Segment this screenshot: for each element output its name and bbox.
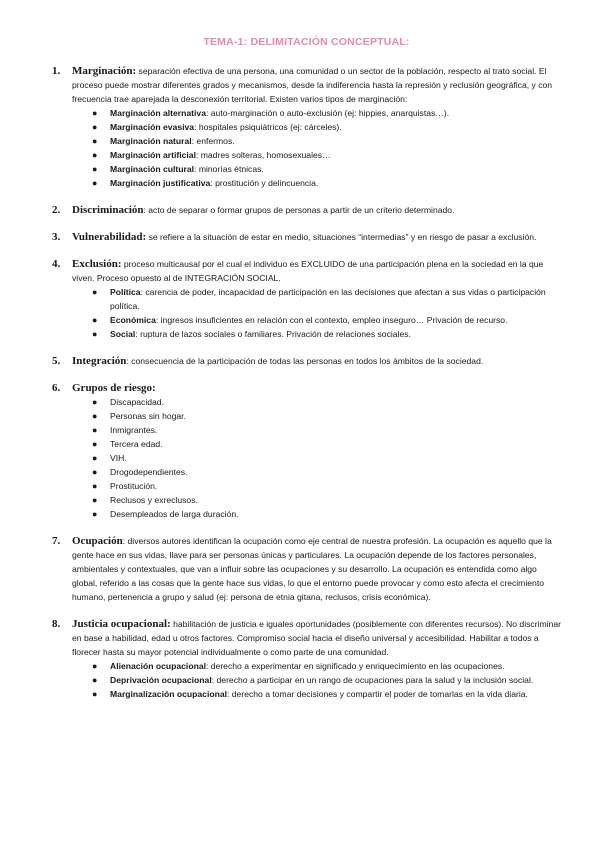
bullet-item [92, 148, 561, 162]
bullet-item [92, 687, 561, 701]
bullet-label: Marginación natural [110, 136, 192, 146]
entry-number: 8. [52, 618, 61, 630]
entry-paragraph [72, 617, 561, 659]
bullet-icon: ● [92, 411, 98, 421]
bullet-item [92, 313, 561, 327]
bullet-icon: ● [92, 315, 98, 325]
entry-paragraph [72, 230, 561, 244]
bullet-icon: ● [92, 509, 98, 519]
bullet-item [92, 451, 561, 465]
bullet-item [92, 437, 561, 451]
bullet-item [92, 176, 561, 190]
entry-definition: proceso multicausal por el cual el individuo es EXCLUIDO de una participación plena en la sociedad en la que viven. Proceso opuesto al de INTEGRACIÓN SOCIAL. [72, 259, 544, 283]
bullet-text: Desempleados de larga duración. [110, 509, 239, 519]
entry-body [52, 534, 561, 604]
entry-number: 5. [52, 355, 61, 367]
bullet-text: Drogodependientes. [110, 467, 188, 477]
bullet-icon: ● [92, 108, 98, 118]
bullet-list [72, 106, 561, 190]
entry-body [52, 64, 561, 190]
entry-number: 2. [52, 204, 61, 216]
bullet-text: : derecho a tomar decisiones y compartir el poder de tomarlas en la vida diaria. [227, 689, 528, 699]
entry-paragraph [72, 203, 561, 217]
entry-definition: habilitación de justicia e iguales oportunidades (posiblemente con diferentes recursos). No discriminar en base a habilidad, edad u otros factores. Compromiso social hacia el diseño universal y accesibilidad. Habilitar a todos a florecer hasta su mayor potencial individualmente o como parte de una comunidad. [72, 619, 561, 657]
entry-body [52, 617, 561, 701]
entry-term: Exclusión: [72, 258, 122, 270]
entry-number: 3. [52, 231, 61, 243]
definition-entry [52, 230, 561, 244]
bullet-icon: ● [92, 439, 98, 449]
bullet-text: Tercera edad. [110, 439, 163, 449]
entry-term: Ocupación [72, 535, 123, 547]
bullet-item [92, 285, 561, 313]
bullet-label: Marginación artificial [110, 150, 196, 160]
bullet-item [92, 659, 561, 673]
bullet-text: : carencia de poder, incapacidad de participación en las decisiones que afectan a sus vidas o participación política. [110, 287, 546, 311]
bullet-item [92, 507, 561, 521]
definition-entry [52, 203, 561, 217]
entry-paragraph [72, 64, 561, 106]
bullet-item [92, 162, 561, 176]
entry-paragraph [72, 534, 561, 604]
bullet-text: : ruptura de lazos sociales o familiares. Privación de relaciones sociales. [135, 329, 411, 339]
bullet-icon: ● [92, 661, 98, 671]
bullet-text: : hospitales psiquiátricos (ej: cárceles). [194, 122, 342, 132]
bullet-label: Marginación cultural [110, 164, 195, 174]
entry-term: Discriminación [72, 204, 144, 216]
bullet-icon: ● [92, 397, 98, 407]
entry-body [52, 354, 561, 368]
bullet-icon: ● [92, 329, 98, 339]
bullet-label: Alienación ocupacional [110, 661, 206, 671]
definition-entry [52, 381, 561, 521]
bullet-list [72, 395, 561, 521]
bullet-icon: ● [92, 495, 98, 505]
entry-number: 6. [52, 382, 61, 394]
definition-entry [52, 257, 561, 341]
bullet-item [92, 120, 561, 134]
bullet-list [72, 659, 561, 701]
bullet-label: Marginación justificativa [110, 178, 211, 188]
entry-term: Justicia ocupacional: [72, 618, 171, 630]
bullet-label: Marginalización ocupacional [110, 689, 227, 699]
entry-body [52, 257, 561, 341]
entry-body [52, 203, 561, 217]
entry-paragraph [72, 257, 561, 285]
bullet-text: : enfermos. [191, 136, 235, 146]
bullet-icon: ● [92, 689, 98, 699]
bullet-text: : auto-marginación o auto-exclusión (ej: hippies, anarquistas…). [206, 108, 450, 118]
bullet-text: : prostitución y delincuencia. [210, 178, 319, 188]
bullet-icon: ● [92, 164, 98, 174]
bullet-item [92, 409, 561, 423]
bullet-list [72, 285, 561, 341]
bullet-label: Deprivación ocupacional [110, 675, 212, 685]
bullet-icon: ● [92, 453, 98, 463]
bullet-text: Discapacidad. [110, 397, 164, 407]
entry-number: 1. [52, 65, 61, 77]
bullet-text: : madres solteras, homosexuales… [195, 150, 331, 160]
definition-entry [52, 617, 561, 701]
bullet-text: : ingresos insuficientes en relación con el contexto, empleo inseguro… Privación de recurso. [155, 315, 508, 325]
entry-body [52, 230, 561, 244]
bullet-icon: ● [92, 150, 98, 160]
bullet-text: Personas sin hogar. [110, 411, 186, 421]
entry-definition: : consecuencia de la participación de todas las personas en todos los ámbitos de la sociedad. [126, 356, 484, 366]
entry-term: Marginación: [72, 65, 137, 77]
entry-body [52, 381, 561, 521]
bullet-text: Reclusos y exreclusos. [110, 495, 198, 505]
bullet-label: Política [110, 287, 141, 297]
entry-paragraph [72, 381, 561, 395]
bullet-text: VIH. [110, 453, 127, 463]
entry-term: Integración [72, 355, 127, 367]
entry-definition: : acto de separar o formar grupos de personas a partir de un criterio determinado. [143, 205, 455, 215]
bullet-label: Social [110, 329, 136, 339]
definitions-list [52, 64, 561, 701]
bullet-icon: ● [92, 122, 98, 132]
bullet-item [92, 493, 561, 507]
bullet-icon: ● [92, 178, 98, 188]
bullet-text: Inmigrantes. [110, 425, 158, 435]
bullet-item [92, 423, 561, 437]
bullet-label: Marginación evasiva [110, 122, 195, 132]
entry-paragraph [72, 354, 561, 368]
bullet-icon: ● [92, 467, 98, 477]
entry-definition: se refiere a la situación de estar en medio, situaciones “intermedias” y en riesgo de pasar a exclusión. [146, 232, 537, 242]
definition-entry [52, 64, 561, 190]
entry-number: 4. [52, 258, 61, 270]
bullet-item [92, 106, 561, 120]
bullet-item [92, 673, 561, 687]
bullet-text: Prostitución. [110, 481, 158, 491]
bullet-label: Económica [110, 315, 156, 325]
bullet-icon: ● [92, 287, 98, 297]
bullet-icon: ● [92, 481, 98, 491]
bullet-item [92, 134, 561, 148]
bullet-icon: ● [92, 675, 98, 685]
bullet-icon: ● [92, 136, 98, 146]
bullet-item [92, 395, 561, 409]
bullet-text: : derecho a experimentar en significado y enriquecimiento en las ocupaciones. [205, 661, 505, 671]
entry-definition: separación efectiva de una persona, una comunidad o un sector de la población, respecto al trato social. El proceso puede mostrar diferentes grados y mecanismos, desde la indiferencia hasta la represión y reclusión geográfica, y con frecuencia trae aparejada la desconexión territorial. Existen varios tipos de marginación: [72, 66, 553, 104]
bullet-item [92, 479, 561, 493]
entry-term: Vulnerabilidad: [72, 231, 147, 243]
bullet-label: Marginación alternativa [110, 108, 206, 118]
bullet-text: : derecho a participar en un rango de ocupaciones para la salud y la inclusión social. [211, 675, 534, 685]
entry-definition: : diversos autores identifican la ocupación como eje central de nuestra profesión. La ocupación es aquello que la gente hace en sus vidas, llave para ser personas únicas y particulares. La ocupación depende de los factores personales, ambientales y contextuales, que van a influir sobre las ocupaciones y su desarrollo. La ocupación es entendida como algo global, referido a las cosas que la gente hace sus vidas, lo que el entorno puede provocar y como esto afecta el crecimiento humano, pertenencia a grupo y salud (ej: persona de etnia gitana, reclusos, crisis económica). [72, 536, 552, 602]
entry-number: 7. [52, 535, 61, 547]
definition-entry [52, 354, 561, 368]
definition-entry [52, 534, 561, 604]
document-title: TEMA-1: DELIMITACIÓN CONCEPTUAL: [203, 36, 410, 48]
bullet-icon: ● [92, 425, 98, 435]
bullet-item [92, 465, 561, 479]
bullet-item [92, 327, 561, 341]
bullet-text: : minorías étnicas. [194, 164, 264, 174]
entry-term: Grupos de riesgo: [72, 382, 156, 394]
